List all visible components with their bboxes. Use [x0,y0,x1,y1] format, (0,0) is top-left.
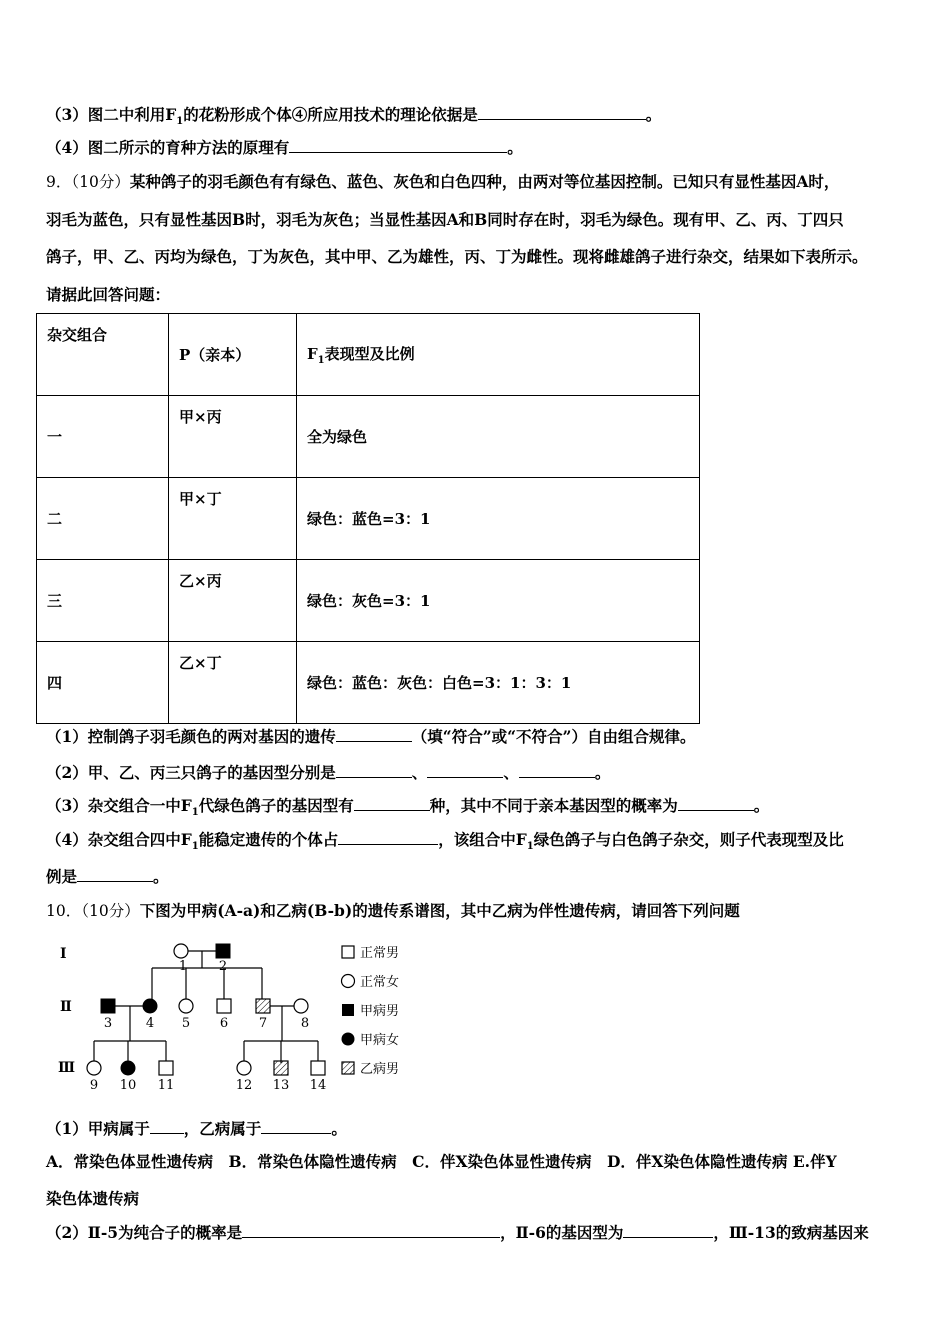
table-row [37,560,700,642]
q8-part3: （3）图二中利用$F_1$的花粉形成个体④所应用技术的理论依据是 。 [46,105,662,128]
answer-blank[interactable] [150,1118,184,1134]
individual-number: 14 [309,1078,327,1093]
q9-intro-line4: 请据此回答问题： [46,285,171,304]
header-parent: P（亲本） [169,314,297,396]
answer-blank[interactable] [261,1118,331,1134]
individual-3 [101,999,115,1013]
row-result: 绿色：蓝色=3：1 [297,478,700,560]
individual-number: 4 [145,1016,155,1031]
legend-b-male-icon [342,1062,354,1074]
q8-part4: （4）图二所示的育种方法的原理有 。 [46,138,523,157]
individual-number: 7 [258,1016,268,1031]
table-row [37,478,700,560]
row-parent: 甲×丁 [169,478,297,560]
q10-sub1: （1）甲病属于 ，乙病属于 。 [46,1119,347,1138]
q9-sub2: （2）甲、乙、丙三只鸽子的基因型分别是 、 、 。 [46,763,611,782]
row-parent: 乙×丙 [169,560,297,642]
individual-12 [237,1061,251,1075]
individual-number: 10 [119,1078,137,1093]
individual-number: 13 [272,1078,290,1093]
legend-a-female-icon [342,1033,355,1046]
answer-blank[interactable] [77,866,153,882]
q10-options-line2: 染色体遗传病 [46,1189,140,1208]
individual-number: 1 [178,959,188,974]
table-header-row [37,314,700,396]
legend-label: 甲病女 [360,1033,400,1048]
individual-7 [256,999,270,1013]
individual-9 [87,1061,101,1075]
individual-6 [217,999,231,1013]
individual-2 [216,944,230,958]
answer-blank[interactable] [519,762,595,778]
row-result: 绿色：蓝色：灰色：白色=3：1：3：1 [297,642,700,724]
q9-sub1: （1）控制鸽子羽毛颜色的两对基因的遗传 （填“符合”或“不符合”）自由组合规律。 [46,727,696,746]
row-group: 三 [37,560,169,642]
legend-a-male-icon [342,1004,354,1016]
q9-sub3: （3）杂交组合一中$F_1$代绿色鸽子的基因型有 种，其中不同于亲本基因型的概率为 。 [46,796,770,819]
q9-intro-line2: 羽毛为蓝色，只有显性基因B时，羽毛为灰色；当显性基因A和B同时存在时，羽毛为绿色。现有甲、乙、丙、丁四只 [46,210,844,229]
row-group: 二 [37,478,169,560]
legend-normal-female-icon [342,975,355,988]
header-f1: $F_1$表现型及比例 [297,314,700,396]
q10-options-line1: A．常染色体显性遗传病 B．常染色体隐性遗传病 C．伴X染色体显性遗传病 D．伴X染色体隐性遗传病 E.伴Y [46,1152,837,1171]
individual-4 [143,999,157,1013]
gen-label: Ⅰ [60,946,67,962]
row-parent: 乙×丁 [169,642,297,724]
pedigree-chart [46,936,426,1096]
legend-label: 正常男 [360,946,400,961]
individual-number: 3 [103,1016,113,1031]
legend [342,945,400,1077]
answer-blank[interactable] [354,795,430,811]
row-group: 四 [37,642,169,724]
individual-number: 5 [181,1016,191,1031]
individual-number: 9 [89,1078,99,1093]
row-group: 一 [37,396,169,478]
individual-11 [159,1061,173,1075]
answer-blank[interactable] [336,762,412,778]
q9-sub4: （4）杂交组合四中$F_1$能稳定遗传的个体占 ，该组合中$F_1$绿色鸽子与白色鸽子杂交，则子代表现型及比 [46,830,844,853]
individual-1 [174,944,188,958]
answer-blank[interactable] [338,829,438,845]
answer-blank[interactable] [242,1222,500,1238]
legend-label: 甲病男 [360,1004,400,1019]
individual-14 [311,1061,325,1075]
answer-blank[interactable] [427,762,503,778]
q10-sub2: （2）Ⅱ-5为纯合子的概率是 ，Ⅱ-6的基因型为 ，Ⅲ-13的致病基因来 [46,1223,869,1242]
gen-label: Ⅱ [60,999,72,1015]
gen-label: Ⅲ [58,1060,76,1076]
table-row [37,642,700,724]
answer-blank[interactable] [623,1222,713,1238]
individual-8 [294,999,308,1013]
answer-blank[interactable] [336,726,412,742]
individual-number: 12 [235,1078,253,1093]
answer-blank[interactable] [289,137,507,153]
individual-number: 11 [157,1078,175,1093]
q9-intro-line3: 鸽子，甲、乙、丙均为绿色，丁为灰色，其中甲、乙为雄性，丙、丁为雌性。现将雌雄鸽子进行杂交，结果如下表所示。 [46,247,868,266]
individual-number: 6 [219,1016,229,1031]
legend-normal-male-icon [342,946,354,958]
individual-10 [121,1061,135,1075]
individual-number: 2 [218,959,228,974]
answer-blank[interactable] [478,104,646,120]
legend-label: 正常女 [360,975,400,990]
individual-number: 8 [300,1016,310,1031]
header-group: 杂交组合 [37,314,169,396]
legend-label: 乙病男 [360,1062,400,1077]
row-result: 全为绿色 [297,396,700,478]
cross-table [36,313,700,724]
table-row [37,396,700,478]
q9-intro-line1: 9．（10分）某种鸽子的羽毛颜色有有绿色、蓝色、灰色和白色四种，由两对等位基因控制。已知只有显性基因A时， [46,172,840,191]
row-parent: 甲×丙 [169,396,297,478]
individual-5 [179,999,193,1013]
q10-intro: 10．（10分）下图为甲病(A-a)和乙病(B-b)的遗传系谱图，其中乙病为伴性遗传病，请回答下列问题 [46,901,740,920]
answer-blank[interactable] [678,795,754,811]
row-result: 绿色：灰色=3：1 [297,560,700,642]
individual-13 [274,1061,288,1075]
q9-sub4-cont: 例是 。 [46,867,169,886]
